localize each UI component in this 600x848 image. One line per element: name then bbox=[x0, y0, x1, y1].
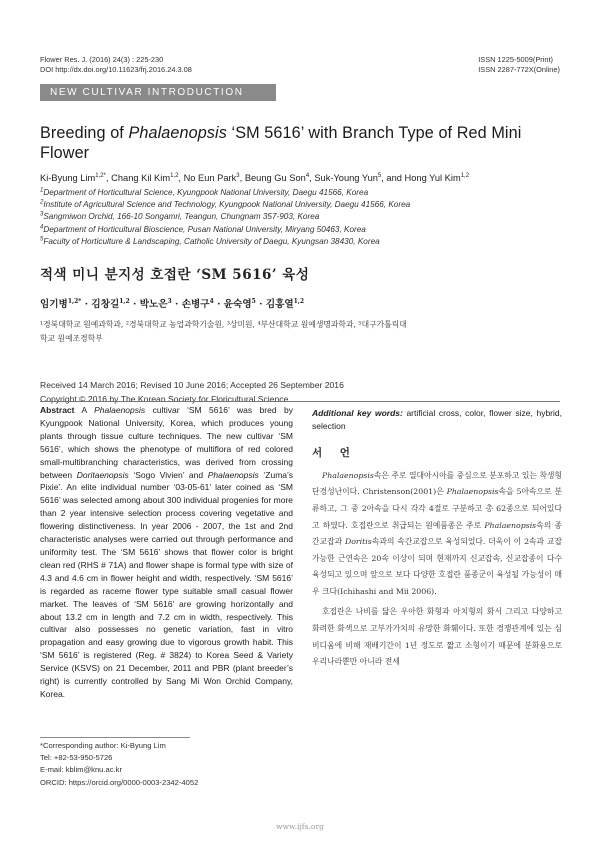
affiliation-text: Department of Horticultural Science, Kyungpook National University, Daegu 41566, Korea bbox=[43, 188, 369, 197]
korean-author-mark: 3 bbox=[167, 297, 172, 305]
korean-author-mark: 1,2 bbox=[119, 297, 130, 305]
affiliation-number: 2 bbox=[40, 199, 44, 206]
author-affiliation-mark: 1,2 bbox=[170, 172, 179, 179]
title-pre: Breeding of bbox=[40, 124, 129, 142]
footnote bbox=[40, 740, 293, 789]
author-affiliation-mark: 1,2* bbox=[95, 172, 106, 179]
korean-author-name: 박노은 bbox=[139, 299, 168, 310]
korean-author-mark: 4 bbox=[209, 297, 214, 305]
keywords-text: artificial cross, color, flower size, hybrid, selection bbox=[312, 408, 562, 431]
intro-segment: 속과의 속간교잡으로 육성되었다. 더욱이 이 2속과 교잡 가능한 근연속은 20속 이상이 되며 현재까지 신교잡속, 신교잡종이 다수 육성되고 있으며 앞으로 보다 다양한 호접란 품종군이 육성될 가능성이 매우 크다(Ichihashi and Mii 2006). bbox=[312, 537, 562, 596]
abstract-segment: Doritaenopsis bbox=[76, 469, 129, 480]
affiliation-text: Institute of Agricultural Science and Technology, Kyungpook National University, Daegu 41566, Korea bbox=[43, 200, 411, 210]
abstract-segment: A bbox=[74, 405, 95, 415]
running-header-right bbox=[478, 55, 560, 75]
author-name: Hong Yul Kim bbox=[404, 173, 461, 183]
korean-author-mark: 1,2* bbox=[67, 297, 82, 305]
author-name: Suk-Young Yun bbox=[314, 173, 378, 183]
affiliation bbox=[40, 236, 570, 248]
korean-author-mark: 1,2 bbox=[293, 297, 305, 305]
email[interactable]: E-mail: kblim@knu.ac.kr bbox=[40, 765, 122, 775]
received-dates: Received 14 March 2016; Revised 10 June 2016; Accepted 26 September 2016 bbox=[40, 380, 344, 390]
abstract-segment: Phalaenopsis bbox=[207, 469, 259, 480]
intro-paragraph-2: 호접란은 나비를 닮은 우아한 화형과 아치형의 화서 그리고 다양하고 화려한 화색으로 고부가가치의 유망한 화훼이다. 또한 경쟁관계에 있는 심비디움에 비해 재배기간이 1년 정도로 짧고 소형이기 때문에 분화용으로 우리나라뿐만 아니라 전세 bbox=[312, 607, 562, 667]
intro-heading: 서 언 bbox=[312, 446, 357, 459]
intro-body bbox=[312, 468, 562, 671]
affiliation bbox=[40, 187, 570, 199]
korean-author-name: 김창길 bbox=[91, 299, 120, 310]
korean-author-name: 손병구 bbox=[181, 299, 210, 310]
affiliation bbox=[40, 224, 570, 236]
running-header-left bbox=[40, 55, 192, 75]
issn-print: ISSN 1225-5009(Print) bbox=[478, 55, 553, 64]
korean-author-name: 임기병 bbox=[40, 299, 68, 310]
affiliation-number: 3 bbox=[40, 211, 44, 218]
article-title bbox=[40, 123, 565, 163]
divider bbox=[40, 401, 560, 402]
intro-paragraph-1 bbox=[312, 468, 562, 601]
intro-segment: Phalaenopsis bbox=[322, 470, 374, 480]
abstract-segment: Phalaenopsis bbox=[94, 405, 146, 415]
korean-author-name: 김홍열 bbox=[265, 299, 294, 310]
tel: Tel: +82-53-950-5726 bbox=[40, 753, 113, 763]
journal-citation: Flower Res. J. (2016) 24(3) : 225-230 bbox=[40, 55, 164, 64]
affiliation bbox=[40, 199, 570, 211]
doi-link[interactable]: DOI http://dx.doi.org/10.11623/frj.2016.24.3.08 bbox=[40, 65, 192, 74]
section-banner: NEW CULTIVAR INTRODUCTION bbox=[40, 84, 276, 101]
affiliation bbox=[40, 211, 570, 223]
abstract-text bbox=[40, 405, 293, 699]
korean-affiliation-line: 학교 원예조경학부 bbox=[40, 333, 103, 343]
title-genus: Phalaenopsis bbox=[128, 124, 227, 142]
issn-online: ISSN 2287-772X(Online) bbox=[478, 65, 560, 74]
abstract-segment: ‘Sogo Vivien’ and bbox=[128, 469, 208, 480]
korean-author-list: 임기병$^{1,2*}$ · 김창길$^{1,2}$ · 박노은$^3$ · 손병구$^4$ · 윤숙영$^5$ · 김홍열$^{1,2}$ bbox=[40, 297, 305, 310]
korean-author-name: 윤숙영 bbox=[223, 299, 252, 310]
corresponding-author: *Corresponding author: Ki-Byung Lim bbox=[40, 741, 166, 750]
korean-affiliation-list bbox=[40, 318, 560, 345]
intro-segment: 속을 5아속으로 분류하고, 그 중 2아속을 다시 각각 4절로 구분하고 총 62종으로 되어있다고 하였다. 호접란으로 취급되는 원예품종은 주로 bbox=[312, 487, 562, 530]
author-affiliation-mark: 5 bbox=[377, 172, 382, 179]
keywords-label: Additional key words: bbox=[312, 408, 403, 418]
affiliation-number: 5 bbox=[40, 236, 44, 243]
page-footer[interactable]: www.ijfs.org bbox=[276, 822, 324, 831]
author-name: Chang Kil Kim bbox=[111, 173, 171, 183]
intro-segment: Phalaenopsis bbox=[484, 520, 537, 530]
affiliation-list bbox=[40, 187, 570, 248]
author-affiliation-mark: 3 bbox=[236, 172, 240, 179]
intro-segment: Doritis bbox=[344, 537, 372, 547]
affiliation-number: 4 bbox=[40, 223, 44, 230]
author-affiliation-mark: 1,2 bbox=[460, 172, 470, 179]
title-post: ‘SM 5616’ with Branch Type of Red Mini Flower bbox=[40, 124, 522, 162]
right-column bbox=[312, 404, 562, 675]
author-name: Beung Gu Son bbox=[244, 173, 306, 183]
orcid[interactable]: ORCID: https://orcid.org/0000-0003-2342-4052 bbox=[40, 777, 199, 787]
abstract-column bbox=[40, 404, 293, 701]
intro-segment: 속의 종간교잡과 bbox=[312, 520, 562, 547]
author-name: Ki-Byung Lim bbox=[40, 173, 96, 183]
affiliation-number: 1 bbox=[40, 187, 44, 194]
abstract-segment: ‘Zuma’s Pixie’. An elite individual number ‘03-05-61’ later coined as ‘SM 5616’ was selected among about 300 individual progenies for more than 2 year intensive selection process covering vegetative and flowering distinctiveness. In year 2006 - 2007, the 1st and 2nd characteristic analyses were carried out through performance and uniformity test. The ‘SM 5616’ shows that flower color is bright clean red (RHS # 71A) and flower shape is formal type with size of 4.3 and 4.6 cm in flower height and width, respectively. ‘SM 5616’ is regarded as raceme flower type suitable small casual flower market. The leaves of ‘SM 5616’ are growing horizontally and about 13.2 cm in length and 7.2 cm in width, respectively. This cultivar also possesses no genetic variation, fast in vitro propagation and easy growing due to vigorous growth habit. This ‘SM 5616’ is registered (Reg. # 3824) to Korea Seed & Variety Service (KSVS) on 21 December, 2011 and PBR (plant breeder’s right) is currently controlled by Sang Mi Won Orchid Company, Korea. bbox=[40, 469, 294, 699]
copyright-line: Copyright © 2016 by The Korean Society for Floricultural Science bbox=[40, 393, 289, 404]
affiliation-text: Sangmiwon Orchid, 166-10 Songamri, Teangun, Chungnam 357-903, Korea bbox=[43, 212, 320, 222]
author-affiliation-mark: 4 bbox=[305, 172, 310, 179]
abstract-segment: cultivar ‘SM 5616’ was bred by Kyungpook National University, Korea, which produces young plants through tissue culture techniques. The new cultivar ‘SM 5616’, which shows the phenotype of multiflora of red colored small-multibranching characteristics, was derived from crossing between bbox=[40, 405, 293, 480]
korean-affiliation-line: ¹경북대학교 원예과학과, ²경북대학교 농업과학기술원, ³상미원, ⁴부산대학교 원예생명과학과, ⁵대구가톨릭대 bbox=[40, 320, 407, 329]
author-name: No Eun Park bbox=[183, 173, 237, 183]
korean-author-mark: 5 bbox=[251, 297, 256, 305]
intro-segment: Phalaenopsis bbox=[446, 487, 499, 497]
korean-title: 적색 미니 분지성 호접란 ‘SM 5616’ 육성 bbox=[40, 267, 310, 283]
abstract-label: Abstract bbox=[40, 405, 75, 415]
affiliation-text: Faculty of Horticulture & Landscaping, Catholic University of Daegu, Kyungsan 38430, Korea bbox=[43, 236, 380, 246]
author-list: Ki-Byung Lim$^{1,2*}$, Chang Kil Kim$^{1,2}$, No Eun Park$^3$, Beung Gu Son$^4$, Suk-Young Yun$^5$, and Hong Yul Kim$^{1,2}$ bbox=[40, 172, 470, 183]
intro-segment: 속은 주로 열대아시아를 중심으로 분포하고 있는 착생형 단경성난이다. Christenson(2001)은 bbox=[312, 470, 562, 497]
footnote-rule bbox=[40, 737, 190, 738]
keywords bbox=[312, 407, 562, 433]
affiliation-text: Department of Horticultural Bioscience, Pusan National University, Miryang 50463, Korea bbox=[43, 224, 366, 234]
